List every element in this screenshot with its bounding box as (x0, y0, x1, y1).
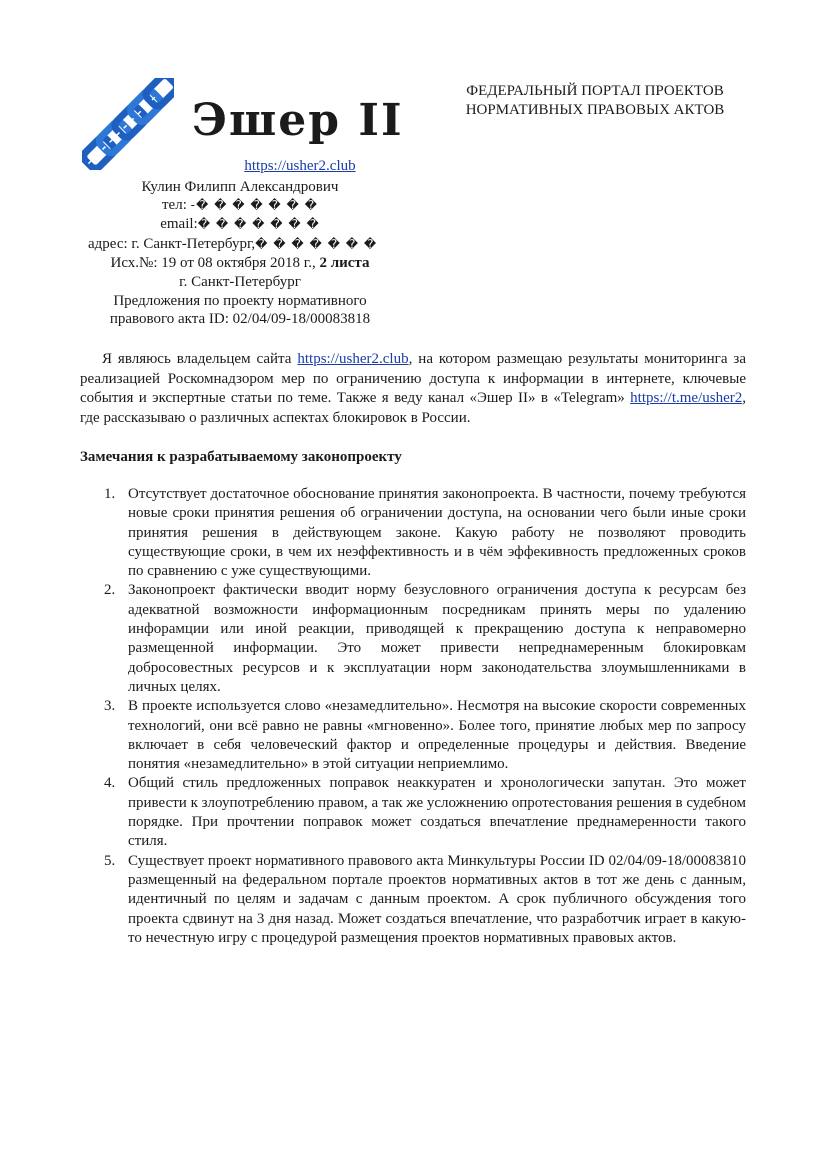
address-redacted-value: � � � � � � � (255, 237, 378, 251)
phone-line (80, 195, 400, 215)
phone-redacted-value: -� � � � � � � (190, 198, 318, 212)
remark-number: 1. (104, 486, 116, 502)
remark-item (80, 581, 746, 697)
recipient-line: НОРМАТИВНЫХ ПРАВОВЫХ АКТОВ (465, 102, 725, 118)
outgoing-number-line (80, 253, 400, 273)
telegram-link[interactable]: https://t.me/usher2 (630, 390, 743, 406)
remark-item (80, 774, 746, 851)
subject-line-2: правового акта ID: 02/04/09-18/00083818 (109, 311, 371, 327)
address-label: адрес: г. Санкт-Петербург, (88, 236, 256, 252)
remark-text: Существует проект нормативного правового акта Минкультуры России ID 02/04/09-18/00083810 размещенный на федеральном портале проектов нормативных актов в тот же день с данным, идентичный по целям и задачам с данным проектом. А срок публичного обсуждения того проекта сдвинут на 3 дня назад. Может создаться впечатление, что разработчик играет в какую-то нечестную игру с процедурой размещения проектов нормативных правовых актов. (128, 852, 746, 946)
phone-label: тел: (162, 197, 191, 213)
remarks-heading: Замечания к разрабатываемому законопроекту (80, 449, 402, 465)
address-line (88, 234, 408, 254)
remark-item (80, 852, 746, 948)
remark-item (80, 485, 746, 581)
email-line (80, 214, 400, 234)
intro-text: , на котором размещаю результаты мониторинга за реализацией Роскомнадзором мер по ограничению доступа к информации в интернете, ключевые события и экспертные статьи по теме. Также я веду канал «Эшер II» в «Telegram» (80, 351, 746, 406)
remark-text: Общий стиль предложенных поправок неаккуратен и хронологически запутан. Это может привести к злоупотреблению правом, а так же усложнению опротестования решения в судебном порядке. При прочтении поправок может создаться впечатление преднамеренности такого стиля. (128, 775, 746, 850)
remarks-list (80, 485, 746, 948)
brand-name: Эшер II (192, 95, 404, 146)
intro-paragraph (80, 350, 746, 428)
remark-text: Отсутствует достаточное обоснование принятия законопроекта. В частности, почему требуются новые сроки принятия решения об ограничении доступа, на основании чего были иные сроки принятия решения в действующем законе. Какую работу не позволяют проводить существующие сроки, в чем их неэффективность и в чём эффекивность предложенных сроков по сравнению с уже существующими. (128, 486, 746, 580)
remark-number: 3. (104, 698, 116, 715)
city-line: г. Санкт-Петербург (179, 274, 301, 290)
subject-line-1: Предложения по проекту нормативного (113, 293, 367, 309)
remark-text: Законопроект фактически вводит норму безусловного ограничения доступа к ресурсам без адекватной возможности информационным посредникам принять меры по удалению инфорамции или иной реакции, приводящей к прекращению доступа к неправомерно размещенной информации. Это может привести непреднамеренным блокировкам добросовестных ресурсов и к эксплуатации норм законодательства злоумышленниками в личных целях. (128, 582, 746, 695)
site-link-inline[interactable]: https://usher2.club (297, 351, 409, 367)
recipient-block (430, 82, 760, 120)
remark-number: 2. (104, 582, 116, 599)
email-label: email: (160, 216, 198, 232)
email-redacted-value: � � � � � � � (197, 217, 320, 231)
intro-text: , где рассказываю о различных аспектах блокировок в России. (80, 390, 746, 426)
sender-name: Кулин Филипп Александрович (141, 179, 339, 195)
site-url-line (80, 156, 400, 176)
remark-number: 5. (104, 852, 116, 869)
outgoing-number: Исх.№: 19 от 08 октября 2018 г., (110, 255, 320, 271)
recipient-line: ФЕДЕРАЛЬНЫЙ ПОРТАЛ ПРОЕКТОВ (466, 83, 724, 99)
remark-item (80, 697, 746, 774)
remark-text: В проекте используется слово «незамедлительно». Несмотря на высокие скорости современных технологий, они всё равно не равны «мгновенно». Более того, принятие любых мер по запросу включает в себя человеческий фактор и определенные процедуры и действия. Введение понятия «незамедлительно» в этой ситуации неприемлимо. (128, 698, 746, 773)
intro-text: Я являюсь владельцем сайта (102, 351, 298, 367)
remark-number: 4. (104, 775, 116, 792)
site-link[interactable]: https://usher2.club (244, 158, 356, 174)
sheet-count: 2 листа (319, 255, 370, 271)
